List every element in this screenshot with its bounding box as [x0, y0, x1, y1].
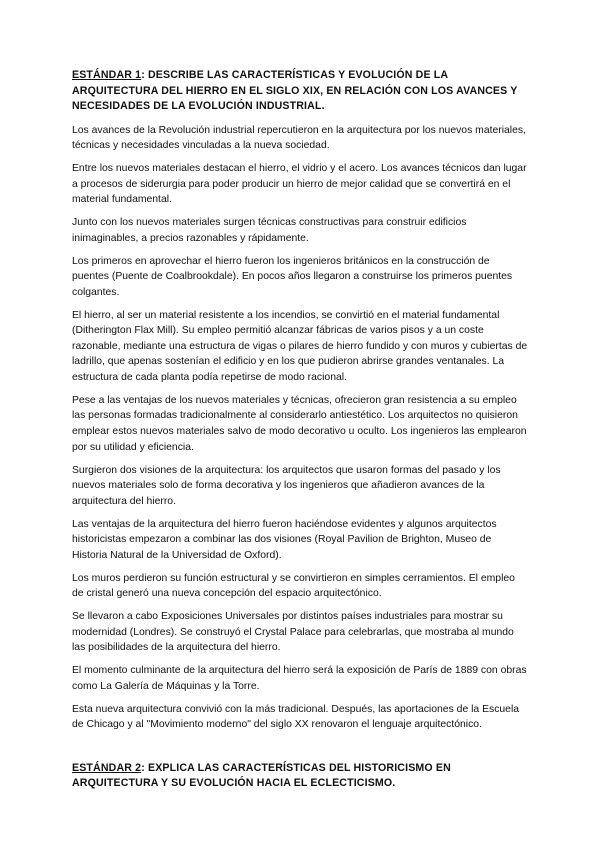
paragraph: Se llevaron a cabo Exposiciones Universales por distintos países industriales para mostrar su modernidad (Londres). Se construyó el Crystal Palace para celebrarlas, que mostraba al mundo las posibilidades de la arquitectura del hierro.	[72, 611, 514, 654]
paragraph: El momento culminante de la arquitectura del hierro será la exposición de París de 1889 con obras como La Galería de Máquinas y la Torre.	[72, 665, 527, 692]
section-2-title: : EXPLICA LAS CARACTERÍSTICAS DEL HISTORICISMO EN ARQUITECTURA Y SU EVOLUCIÓN HACIA EL ECLECTICISMO.	[72, 761, 451, 790]
paragraph: Entre los nuevos materiales destacan el hierro, el vidrio y el acero. Los avances técnicos dan lugar a procesos de siderurgia para poder producir un hierro de mejor calidad que se convertirá en el material fundamental.	[72, 162, 527, 206]
paragraph: Esta nueva arquitectura convivió con la más tradicional. Después, las aportaciones de la Escuela de Chicago y al "Movimiento moderno" del siglo XX renovaron el lenguaje arquitectónico.	[72, 703, 520, 731]
section-2-standard-label: ESTÁNDAR 2	[72, 761, 142, 774]
paragraph: Surgieron dos visiones de la arquitectura: los arquitectos que usaron formas del pasado y los nuevos materiales solo de forma decorativa y los ingenieros que añadieron avances de la arquitectura del hierro.	[72, 464, 501, 507]
paragraph: Los muros perdieron su función estructural y se convirtieron en simples cerramientos. El empleo de cristal generó una nueva concepción del espacio arquitectónico.	[72, 572, 515, 600]
paragraph: Las ventajas de la arquitectura del hierro fueron haciéndose evidentes y algunos arquitectos historicistas empezaron a combinar las dos visiones (Royal Pavilion de Brighton, Museo de Historia Natural de la Universidad de Oxford).	[72, 518, 497, 561]
section-1-title: : DESCRIBE LAS CARACTERÍSTICAS Y EVOLUCIÓN DE LA ARQUITECTURA DEL HIERRO EN EL SIGLO XIX, EN RELACIÓN CON LOS AVANCES Y NECESIDADES DE LA EVOLUCIÓN INDUSTRIAL.	[72, 69, 518, 112]
section-1-standard-label: ESTÁNDAR 1	[72, 69, 142, 81]
paragraph: Pese a las ventajas de los nuevos materiales y técnicas, ofrecieron gran resistencia a su empleo las personas formadas tradicionalmente al considerarlo antiestético. Los arquitectos no quisieron emplear estos nuevos materiales salvo de modo decorativo u oculto. Los ingenieros las emplearon por su utilidad y eficiencia.	[72, 394, 527, 453]
paragraph: El hierro, al ser un material resistente a los incendios, se convirtió en el material fundamental (Ditherington Flax Mill). Su empleo permitió alcanzar fábricas de varios pisos y a un coste razonable, mediante una estructura de vigas o pilares de hierro fundido y con muros y cubiertas de ladrillo, que apenas sostenían el edificio y en los que pudieron abrirse grandes ventanales. La estructura de cada planta podía repetirse de modo racional.	[72, 309, 528, 383]
paragraph: Los avances de la Revolución industrial repercutieron en la arquitectura por los nuevos materiales, técnicas y necesidades vinculadas a la nueva sociedad.	[72, 124, 526, 152]
section-2-heading	[72, 761, 528, 792]
paragraph: Junto con los nuevos materiales surgen técnicas constructivas para construir edificios inimaginables, a precios razonables y rápidamente.	[72, 217, 467, 244]
section-1-heading	[72, 68, 528, 115]
paragraph: Los primeros en aprovechar el hierro fueron los ingenieros británicos en la construcción de puentes (Puente de Coalbrookdale). En pocos años llegaron a construirse los primeros puentes colgantes.	[72, 255, 513, 298]
